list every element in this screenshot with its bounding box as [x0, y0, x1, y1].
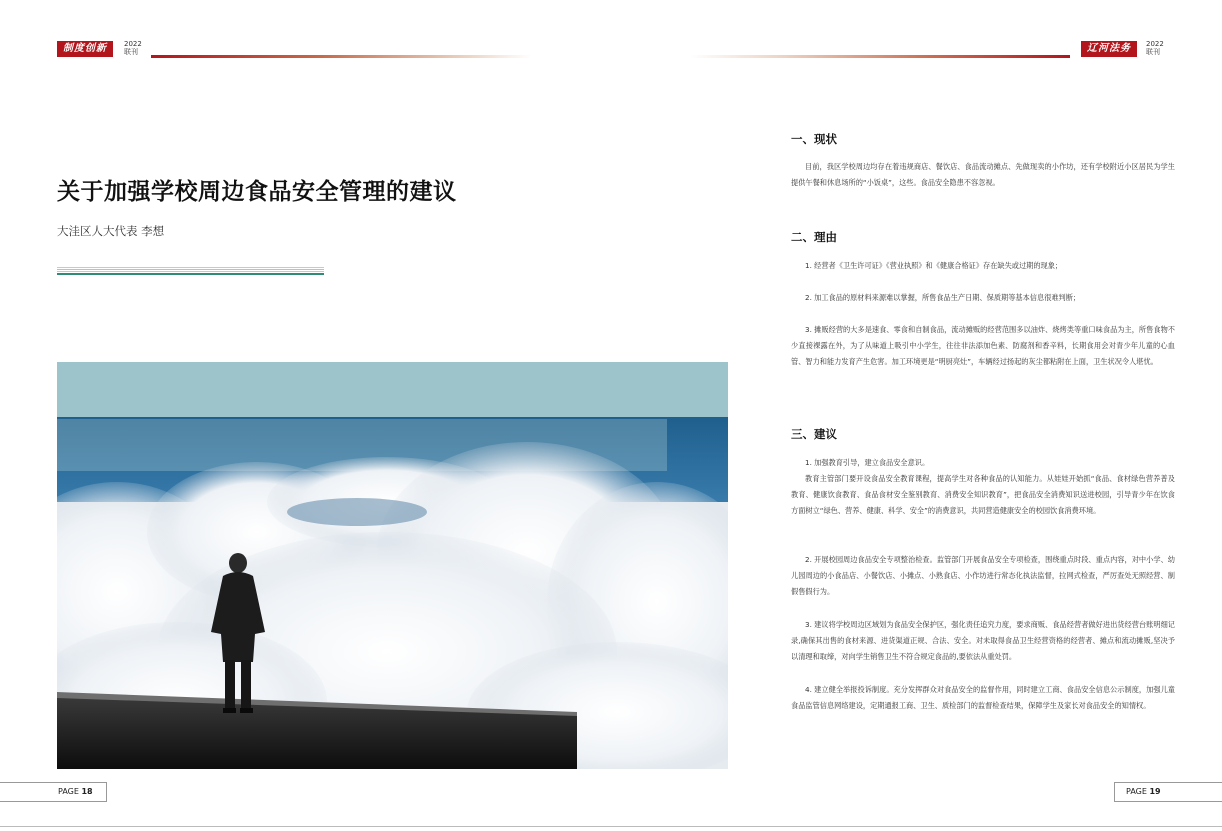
page-number-left: [0, 782, 107, 802]
issue-type: 联刊: [124, 48, 138, 56]
section-badge: 制度创新: [57, 41, 113, 57]
issue-type: 联刊: [1146, 48, 1160, 56]
section-heading-status: 一、现状: [791, 132, 837, 146]
paragraph: 3. 摊贩经营的大多是速食、零食和自制食品，流动摊贩的经营范围多以油炸、烧烤类等重口味食品为主，所售食物不少直接裸露在外，为了从味道上吸引中小学生，往往非法添加色素、防腐剂和香辛料，长期食用会对青少年儿童的心血管、智力和能力发育产生危害。加工环境更是“明厨亮灶”，车辆经过扬起的灰尘都粘附在上面，卫生状况令人堪忧。: [791, 325, 1175, 367]
issue-year: 2022: [124, 40, 142, 48]
paragraph: 4. 建立健全举报投诉制度。充分发挥群众对食品安全的监督作用，同时建立工商、食品安全信息公示制度，加强儿童食品监管信息网络建设，定期通报工商、卫生、质检部门的监督检查结果，保障学生及家长对食品安全的知情权。: [791, 685, 1175, 711]
paragraph: 1. 经营者《卫生许可证》《营业执照》和《健康合格证》存在缺失或过期的现象；: [805, 261, 1063, 270]
section-heading-suggestions: 三、建议: [791, 427, 837, 441]
paragraph: 目前，我区学校周边均存在着违规商店、餐饮店、食品流动摊点、先做现卖的小作坊，还有学校附近小区居民为学生提供午餐和休息场所的“小饭桌”，这些。食品安全隐患不容忽视。: [791, 162, 1175, 188]
issue-year: 2022: [1146, 40, 1164, 48]
article-title: 关于加强学校周边食品安全管理的建议: [57, 179, 457, 205]
author-byline: 大洼区人大代表 李想: [57, 224, 165, 238]
paragraph: 教育主管部门要开设食品安全教育课程，提高学生对各种食品的认知能力。从娃娃开始抓“食品、食材绿色营养普及教育、健康饮食教育、食品食材安全鉴别教育、消费安全知识教育”，把食品安全消费知识送进校园，引导青少年在饮食方面树立“绿色、营养、健康、科学、安全”的消费意识，共同营造健康安全的校园饮食消费环境。: [791, 474, 1175, 516]
decorative-rule: [57, 267, 324, 276]
paragraph: 2. 加工食品的原材料来源难以掌握，所售食品生产日期、保质期等基本信息很难判断；: [805, 293, 1081, 302]
article-body: [791, 0, 1175, 831]
page-number: 19: [1149, 787, 1161, 796]
page-label: PAGE: [1126, 787, 1147, 796]
header-rule: [151, 55, 531, 58]
paragraph: 3. 建议将学校周边区域划为食品安全保护区，强化责任追究力度，要求商贩、食品经营者做好进出货经营台账明细记录,确保其出售的食材来源、进货渠道正规、合法、安全。对未取得食品卫生经营资格的经营者、摊点和流动摊贩,坚决予以清理和取缔，对向学生销售卫生不符合规定食品的,要依法从重处罚。: [791, 620, 1175, 662]
paragraph: 2. 开展校园周边食品安全专项整治检查。监管部门开展食品安全专项检查，围绕重点时段、重点内容，对中小学、幼儿园周边的小食品店、小餐饮店、小摊点、小熟食店、小作坊进行常态化执法监督，拉网式检查，严厉查处无照经营、制假售假行为。: [791, 555, 1175, 597]
section-badge: 辽河法务: [1081, 41, 1137, 57]
page-label: PAGE: [58, 787, 79, 796]
issue-label: [124, 40, 142, 56]
paragraph: 1. 加强教育引导，建立食品安全意识。: [805, 458, 930, 467]
page-number: 18: [81, 787, 93, 796]
section-heading-reasons: 二、理由: [791, 230, 837, 244]
bottom-rule: [0, 826, 1222, 827]
